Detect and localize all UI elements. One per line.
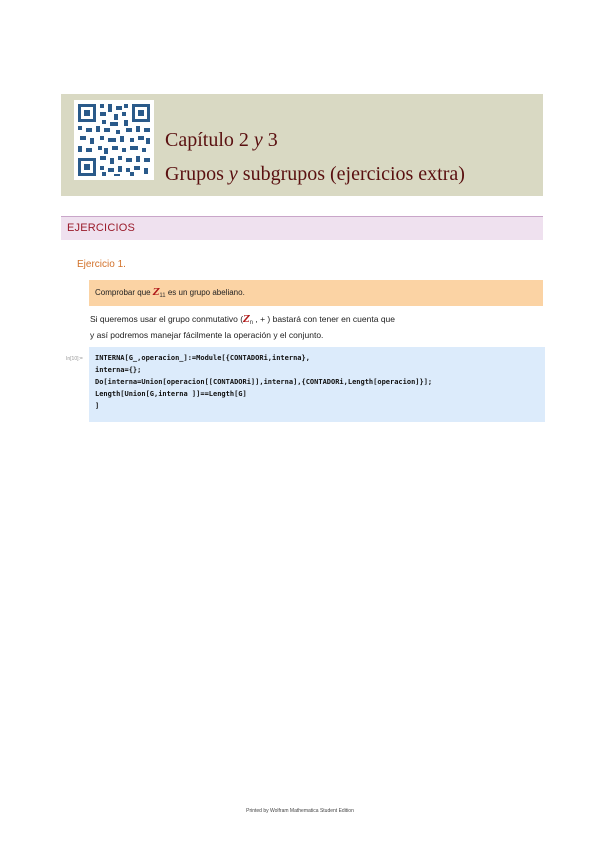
title-conjunction: y (253, 129, 263, 151)
integers-symbol-n: Z (243, 315, 250, 325)
code-line[interactable]: Do[interna=Union[operacion[[CONTADORi]],interna],{CONTADORi,Length[operacion]}]; (95, 378, 433, 386)
exercise-title: Ejercicio 1. (77, 259, 126, 270)
paragraph-suffix: , + ) bastará con tener en cuenta que (253, 314, 395, 324)
code-line[interactable]: INTERNA[G_,operacion_]:=Module[{CONTADORi,interna}, (95, 354, 310, 362)
task-suffix: es un grupo abeliano. (165, 288, 245, 297)
page-footer: Printed by Wolfram Mathematica Student Edition (246, 808, 354, 814)
task-text (95, 288, 245, 299)
code-line[interactable]: Length[Union[G,interna ]]==Length[G] (95, 390, 247, 398)
qr-code-icon (74, 100, 154, 180)
title-text: Capítulo 2 (165, 129, 254, 151)
task-box (89, 280, 543, 306)
title-number: 3 (262, 129, 278, 151)
code-line[interactable]: ] (95, 402, 100, 410)
integers-symbol: Z (152, 288, 160, 298)
paragraph-line-2: y así podremos manejar fácilmente la operación y el conjunto. (90, 330, 324, 340)
section-label: EJERCICIOS (67, 222, 136, 234)
paragraph-subscript: n (249, 320, 253, 326)
chapter-title (165, 129, 278, 152)
code-line[interactable]: interna={}; (95, 366, 142, 374)
subtitle-conjunction: y (228, 163, 238, 185)
chapter-subtitle (165, 163, 465, 186)
section-header[interactable] (61, 216, 543, 240)
subtitle-text: Grupos (165, 163, 229, 185)
subtitle-rest: subgrupos (ejercicios extra) (237, 163, 465, 185)
input-cell[interactable] (89, 347, 545, 422)
task-prefix: Comprobar que (95, 288, 153, 297)
input-cell-label: In[10]:= (66, 356, 83, 362)
chapter-header (61, 94, 543, 196)
paragraph-prefix: Si queremos usar el grupo conmutativo ( (90, 314, 244, 324)
task-subscript: 11 (159, 293, 166, 299)
paragraph-line-1 (90, 314, 395, 326)
